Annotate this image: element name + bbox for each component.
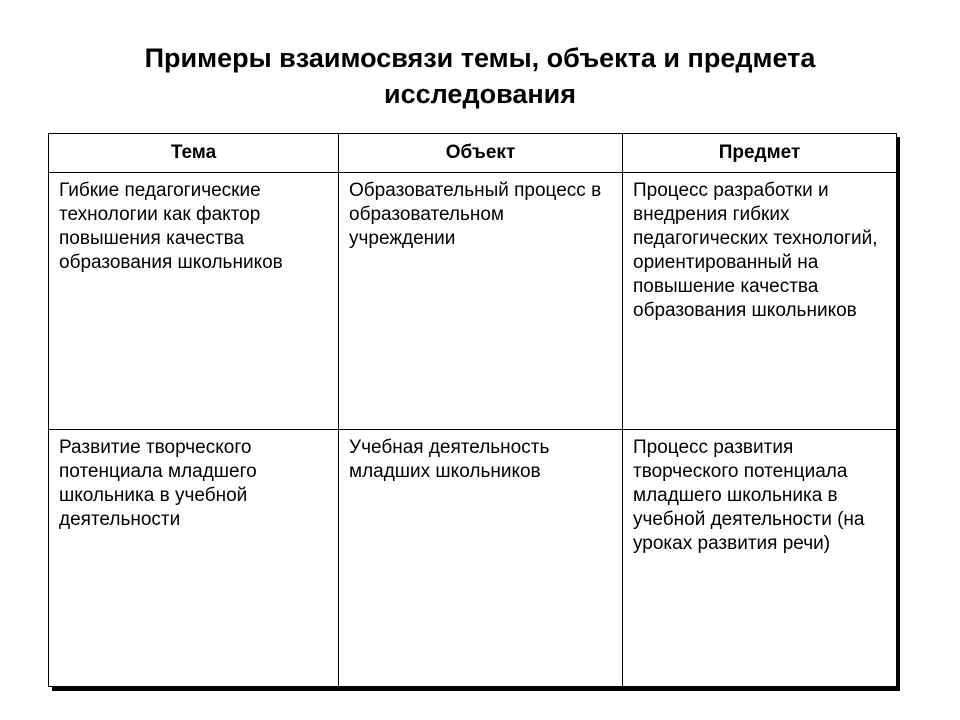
page-title [0, 40, 960, 112]
research-table [48, 133, 897, 687]
column-header-topic: Тема [49, 134, 339, 173]
table-header-row [49, 134, 897, 173]
table-cell-topic: Развитие творческого потенциала младшего школьника в учебной деятельности [49, 430, 339, 687]
page-title-line-2: исследования [384, 79, 576, 109]
column-header-object: Объект [339, 134, 623, 173]
table-cell-subject: Процесс развития творческого потенциала младшего школьника в учебной деятельности (на уроках развития речи) [623, 430, 897, 687]
table-row [49, 173, 897, 430]
table-cell-object: Учебная деятельность младших школьников [339, 430, 623, 687]
table-cell-subject: Процесс разработки и внедрения гибких педагогических технологий, ориентированный на повышение качества образования школьников [623, 173, 897, 430]
table-cell-topic: Гибкие педагогические технологии как фактор повышения качества образования школьников [49, 173, 339, 430]
page-title-line-1: Примеры взаимосвязи темы, объекта и предмета [144, 43, 816, 73]
table-cell-object: Образовательный процесс в образовательном учреждении [339, 173, 623, 430]
column-header-subject: Предмет [623, 134, 897, 173]
table-row [49, 430, 897, 687]
research-table-container [48, 133, 896, 687]
